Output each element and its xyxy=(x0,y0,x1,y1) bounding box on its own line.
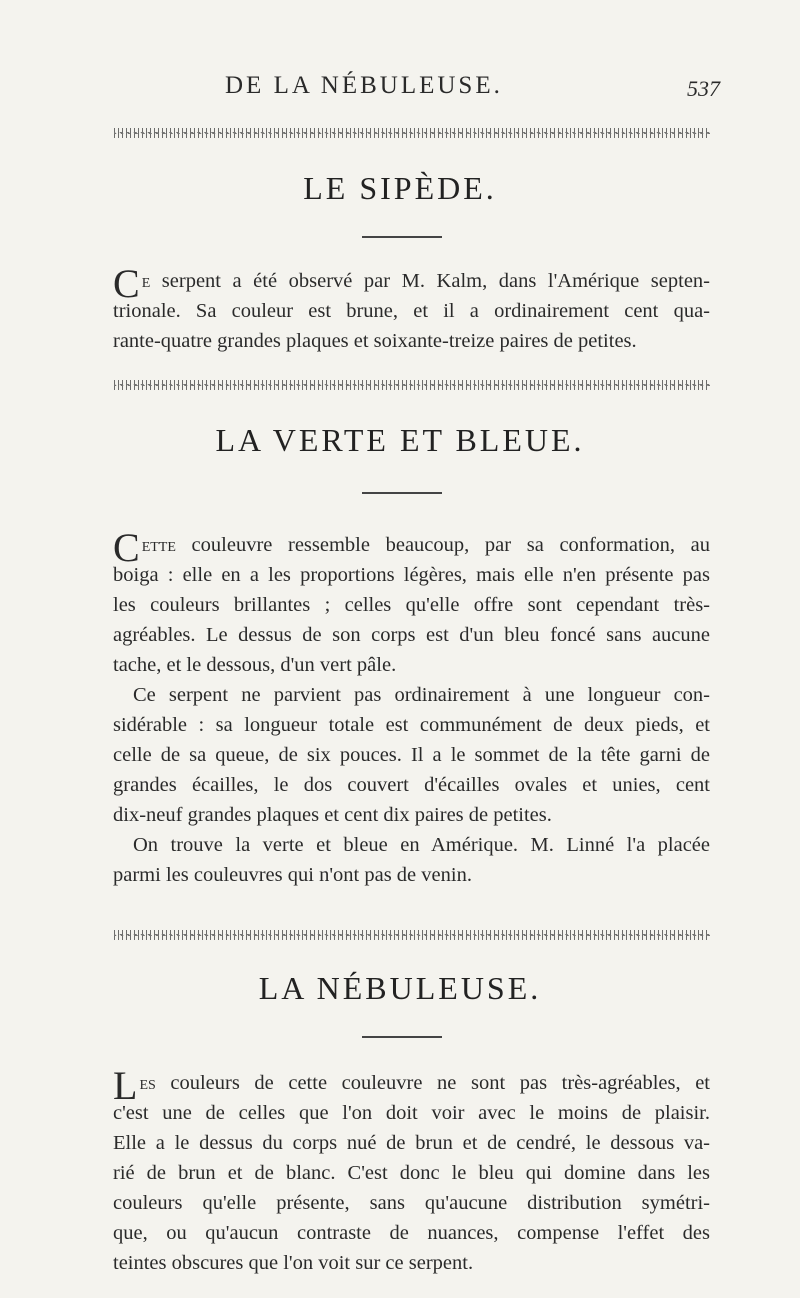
running-title: DE LA NÉBULEUSE. xyxy=(225,72,503,99)
text-line: trionale. Sa couleur est brune, et il a ordinairement cent qua- xyxy=(113,300,710,322)
text-line: sidérable : sa longueur totale est communément de deux pieds, et xyxy=(113,714,710,736)
section-divider xyxy=(362,492,442,494)
section-title-sipede: LE SIPÈDE. xyxy=(303,170,497,206)
ornamental-rule xyxy=(114,128,710,138)
text-line: Les couleurs de cette couleuvre ne sont pas très-agréables, et xyxy=(113,1063,710,1108)
paragraph-continued xyxy=(113,860,710,890)
drop-cap: L xyxy=(113,1063,138,1108)
text-line: tache, et le dessous, d'un vert pâle. xyxy=(113,654,397,676)
paragraph xyxy=(113,1063,710,1278)
text-line: les couleurs brillantes ; celles qu'elle offre sont cependant très- xyxy=(113,594,710,616)
text-line: teintes obscures que l'on voit sur ce serpent. xyxy=(113,1252,474,1274)
ornamental-rule xyxy=(114,930,710,940)
text-line: Ce serpent a été observé par M. Kalm, dans l'Amérique septen- xyxy=(113,261,710,306)
text-line: Cette couleuvre ressemble beaucoup, par sa conformation, au xyxy=(113,525,711,570)
text-line: On trouve la verte et bleue en Amérique. M. Linné l'a placée xyxy=(133,834,710,856)
text-line: agréables. Le dessus de son corps est d'un bleu foncé sans aucune xyxy=(113,624,710,646)
ornamental-rule xyxy=(114,380,710,390)
paragraph xyxy=(113,680,710,710)
text-line: c'est une de celles que l'on doit voir avec le moins de plaisir. xyxy=(113,1102,710,1124)
paragraph xyxy=(113,261,710,356)
text-line: que, ou qu'aucun contraste de nuances, compense l'effet des xyxy=(113,1222,710,1244)
section-divider xyxy=(362,236,442,238)
page-number: 537 xyxy=(687,76,720,101)
paragraph xyxy=(113,830,710,860)
text-line: rié de brun et de blanc. C'est donc le bleu qui domine dans les xyxy=(113,1162,710,1184)
running-head xyxy=(225,72,720,100)
text-line: couleurs qu'elle présente, sans qu'aucune distribution symétri- xyxy=(113,1192,710,1214)
text-line: Elle a le dessus du corps nué de brun et de cendré, le dessous va- xyxy=(113,1132,710,1154)
drop-cap: C xyxy=(113,261,140,306)
text-line: dix-neuf grandes plaques et cent dix paires de petites. xyxy=(113,804,552,826)
text-line: boiga : elle en a les proportions légères, mais elle n'en présente pas xyxy=(113,564,710,586)
paragraph-continued xyxy=(113,710,710,830)
text-line: Ce serpent ne parvient pas ordinairement à une longueur con- xyxy=(133,684,710,706)
text-line: grandes écailles, le dos couvert d'écailles ovales et unies, cent xyxy=(113,774,710,796)
text-line: rante-quatre grandes plaques et soixante-treize paires de petites. xyxy=(113,330,637,352)
text-line: celle de sa queue, de six pouces. Il a le sommet de la tête garni de xyxy=(113,744,710,766)
section-title-verte-et-bleue: LA VERTE ET BLEUE. xyxy=(215,422,585,458)
drop-cap: C xyxy=(113,525,140,570)
text-line: parmi les couleuvres qui n'ont pas de venin. xyxy=(113,864,472,886)
section-title-nebuleuse: LA NÉBULEUSE. xyxy=(258,970,542,1006)
paragraph xyxy=(113,525,711,680)
section-divider xyxy=(362,1036,442,1038)
